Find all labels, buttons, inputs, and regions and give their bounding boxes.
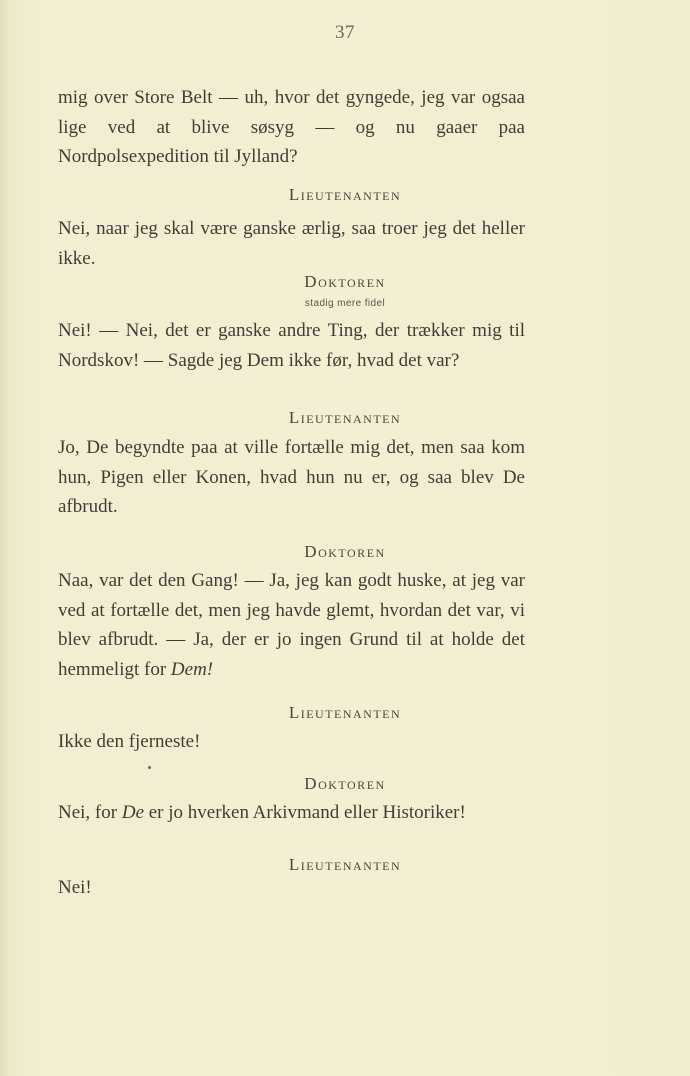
paragraph-6: Ikke den fjerneste! (58, 731, 201, 752)
speaker-lieutenanten-3: Lieutenanten (288, 703, 402, 722)
page-gutter-shadow (0, 0, 10, 1076)
paragraph-7 (58, 798, 525, 828)
paragraph-7-emphasis: De (121, 802, 144, 823)
speaker-lieutenanten-2: Lieutenanten (288, 408, 402, 427)
paragraph-5-text: Naa, var det den Gang! — Ja, jeg kan godt huske, at jeg var ved at fortælle det, men jeg havde glemt, hvordan det var, vi blev afbrudt. — Ja, der er jo ingen Grund til at holde det hemmeligt for (58, 570, 525, 680)
stage-direction: stadig mere fidel (304, 298, 386, 309)
speaker-doktoren-2: Doktoren (304, 542, 386, 561)
paragraph-7-text-before: Nei, for (58, 802, 118, 823)
paragraph-5 (58, 566, 525, 684)
paragraph-2: Nei, naar jeg skal være ganske ærlig, saa troer jeg det heller ikke. (58, 218, 525, 269)
page-number: 37 (335, 22, 355, 43)
paragraph-4: Jo, De begyndte paa at ville fortælle mig det, men saa kom hun, Pigen eller Konen, hvad hun nu er, og saa blev De afbrudt. (58, 437, 525, 517)
speaker-doktoren-1: Doktoren (304, 272, 386, 291)
paragraph-3: Nei! — Nei, det er ganske andre Ting, der trækker mig til Nordskov! — Sagde jeg Dem ikke før, hvad det var? (58, 320, 525, 371)
paragraph-5-emphasis: Dem! (170, 658, 214, 680)
paragraph-8: Nei! (58, 877, 92, 898)
paragraph-1: mig over Store Belt — uh, hvor det gyngede, jeg var ogsaa lige ved at blive søsyg — og nu gaaer paa Nordpolsexpedition til Jylland? (58, 87, 525, 167)
paragraph-7-text-after: er jo hverken Arkivmand eller Historiker! (148, 802, 466, 823)
ink-speck (148, 766, 151, 769)
speaker-lieutenanten-4: Lieutenanten (288, 855, 402, 874)
speaker-doktoren-3: Doktoren (304, 774, 386, 793)
speaker-lieutenanten-1: Lieutenanten (288, 185, 402, 204)
